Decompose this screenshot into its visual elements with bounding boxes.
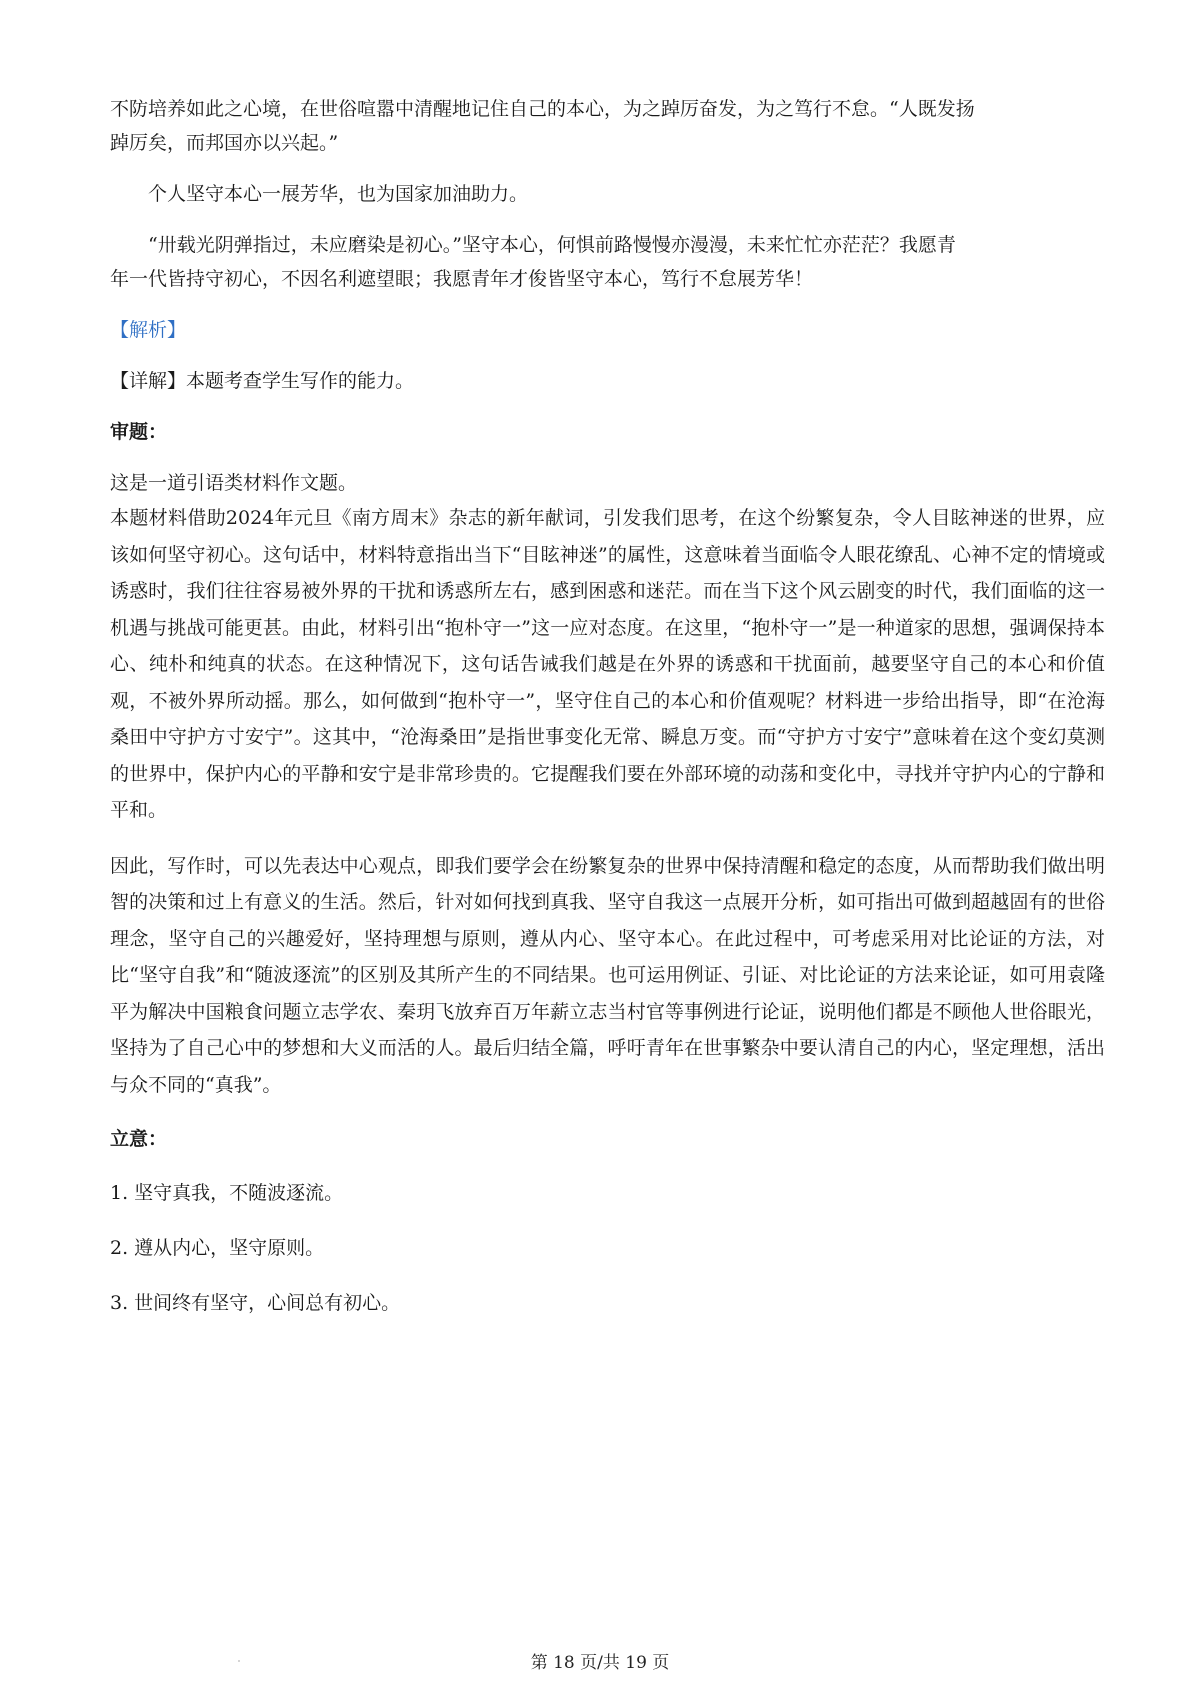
- analysis-label: 【解析】: [110, 319, 187, 341]
- essay-paragraph-line: 踔厉矣，而邦国亦以兴起。”: [110, 132, 339, 154]
- review-intro: 这是一道引语类材料作文题。: [110, 472, 358, 494]
- essay-paragraph-line: “卅载光阴弹指过，未应磨染是初心。”坚守本心，何惧前路慢慢亦漫漫，未来忙忙亦茫茫？我愿青: [148, 234, 956, 256]
- theme-heading: 立意：: [110, 1128, 168, 1150]
- theme-item: 3. 世间终有坚守，心间总有初心。: [110, 1292, 401, 1314]
- review-heading: 审题：: [110, 421, 168, 443]
- theme-item: 2. 遵从内心，坚守原则。: [110, 1237, 325, 1259]
- page-number-footer: 第 18 页/共 19 页: [530, 1653, 670, 1673]
- essay-paragraph-line: 年一代皆持守初心，不因名利遮望眼；我愿青年才俊皆坚守本心，笃行不怠展芳华！: [110, 268, 814, 290]
- essay-paragraph-line: 不防培养如此之心境，在世俗喧嚣中清醒地记住自己的本心，为之踔厉奋发，为之笃行不怠。“人既发扬: [110, 98, 975, 120]
- review-paragraph: 因此，写作时，可以先表达中心观点，即我们要学会在纷繁复杂的世界中保持清醒和稳定的态度，从而帮助我们做出明智的决策和过上有意义的生活。然后，针对如何找到真我、坚守自我这一点展开分析，如可指出可做到超越固有的世俗理念，坚守自己的兴趣爱好，坚持理想与原则，遵从内心、坚守本心。在此过程中，可考虑采用对比论证的方法，对比“坚守自我”和“随波逐流”的区别及其所产生的不同结果。也可运用例证、引证、对比论证的方法来论证，如可用袁隆平为解决中国粮食问题立志学农、秦玥飞放弃百万年薪立志当村官等事例进行论证，说明他们都是不顾他人世俗眼光，坚持为了自己心中的梦想和大义而活的人。最后归结全篇，呼吁青年在世事繁杂中要认清自己的内心，坚定理想，活出与众不同的“真我”。: [110, 854, 1105, 1096]
- detail-line: 【详解】本题考查学生写作的能力。: [110, 370, 415, 392]
- review-paragraph: 本题材料借助2024年元旦《南方周末》杂志的新年献词，引发我们思考，在这个纷繁复杂，令人目眩神迷的世界，应该如何坚守初心。这句话中，材料特意指出当下“目眩神迷”的属性，这意味着当面临令人眼花缭乱、心神不定的情境或诱惑时，我们往往容易被外界的干扰和诱惑所左右，感到困惑和迷茫。而在当下这个风云剧变的时代，我们面临的这一机遇与挑战可能更甚。由此，材料引出“抱朴守一”这一应对态度。在这里，“抱朴守一”是一种道家的思想，强调保持本心、纯朴和纯真的状态。在这种情况下，这句话告诫我们越是在外界的诱惑和干扰面前，越要坚守自己的本心和价值观，不被外界所动摇。那么，如何做到“抱朴守一”，坚守住自己的本心和价值观呢？材料进一步给出指导，即“在沧海桑田中守护方寸安宁”。这其中，“沧海桑田”是指世事变化无常、瞬息万变。而“守护方寸安宁”意味着在这个变幻莫测的世界中，保护内心的平静和安宁是非常珍贵的。它提醒我们要在外部环境的动荡和变化中，寻找并守护内心的宁静和平和。: [110, 507, 1105, 821]
- essay-paragraph: 个人坚守本心一展芳华，也为国家加油助力。: [148, 183, 529, 205]
- theme-item: 1. 坚守真我，不随波逐流。: [110, 1182, 344, 1204]
- document-body: [110, 92, 1105, 1321]
